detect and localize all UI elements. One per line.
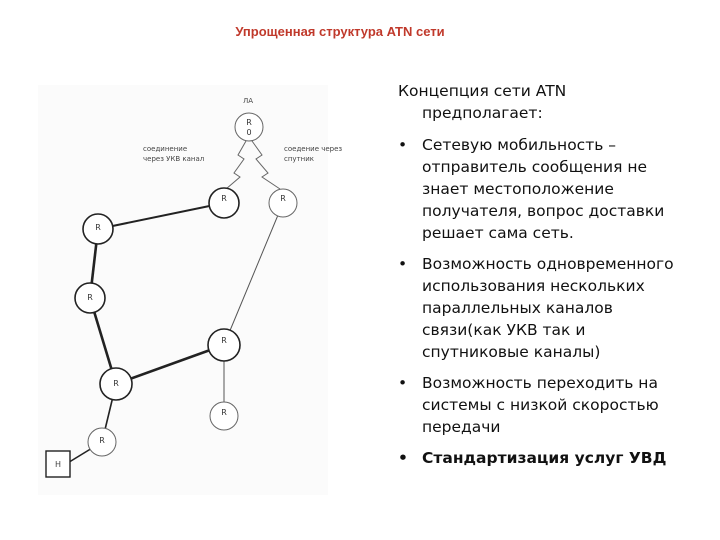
svg-text:R: R <box>221 336 227 345</box>
vhf-link-label-line1: соединение <box>143 145 188 153</box>
bullet-marker: • <box>398 449 408 467</box>
satellite-link-label-line2: спутник <box>284 155 314 163</box>
bullet-list <box>398 134 688 469</box>
router-vhf-ground <box>209 188 239 218</box>
bullet-text: Возможность переходить на системы с низкой скоростью передачи <box>422 374 659 436</box>
aircraft-node <box>235 113 263 141</box>
router-hub <box>208 329 240 361</box>
svg-text:R: R <box>280 194 286 203</box>
aircraft-node-letter: R <box>246 118 252 127</box>
router-5 <box>88 428 116 456</box>
svg-text:R: R <box>113 379 119 388</box>
bullet-item <box>398 134 688 244</box>
bullet-marker: • <box>398 255 408 273</box>
bullet-text: Сетевую мобильность – отправитель сообщения не знает местоположение получателя, вопрос доставки решает сама сеть. <box>422 136 665 242</box>
host-node <box>46 451 70 477</box>
intro-text: Концепция сети ATN предполагает: <box>398 82 567 122</box>
svg-text:R: R <box>95 223 101 232</box>
svg-text:R: R <box>87 293 93 302</box>
svg-text:R: R <box>221 408 227 417</box>
network-diagram <box>38 85 343 495</box>
slide-title: Упрощенная структура ATN сети <box>235 24 445 39</box>
text-panel <box>398 80 688 478</box>
satellite-link-label-line1: соедение через <box>284 145 343 153</box>
bullet-text: Стандартизация услуг УВД <box>422 449 667 467</box>
bullet-item <box>398 253 688 363</box>
router-satellite-ground <box>269 189 297 217</box>
router-2 <box>75 283 105 313</box>
network-svg <box>38 85 343 495</box>
bullet-marker: • <box>398 374 408 392</box>
bullet-marker: • <box>398 136 408 154</box>
svg-text:Н: Н <box>54 460 62 469</box>
bullet-text: Возможность одновременного использования нескольких параллельных каналов связи(как УКВ так и спутниковые каналы) <box>422 255 674 361</box>
aircraft-label: ЛА <box>243 97 254 105</box>
vhf-link-label-line2: через УКВ канал <box>143 155 205 163</box>
bullet-item <box>398 372 688 438</box>
bullet-item <box>398 447 688 469</box>
svg-text:R: R <box>221 194 227 203</box>
router-4 <box>210 402 238 430</box>
router-3 <box>100 368 132 400</box>
router-1 <box>83 214 113 244</box>
aircraft-node-number: 0 <box>246 128 252 137</box>
svg-text:R: R <box>99 436 105 445</box>
